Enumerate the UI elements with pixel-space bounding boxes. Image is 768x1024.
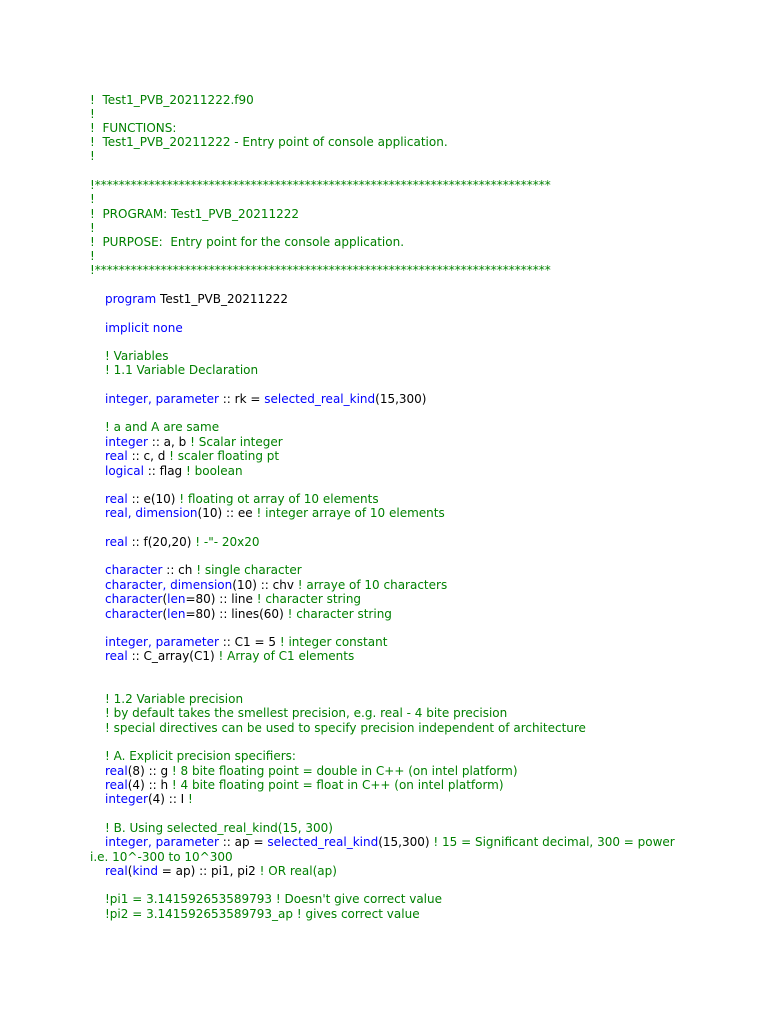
code-comment-text: !: [90, 149, 95, 163]
code-keyword-text: kind: [132, 864, 158, 878]
code-comment-text: !pi1 = 3.141592653589793 ! Doesn't give correct value: [105, 892, 442, 906]
code-plain-text: :: e(10): [127, 492, 180, 506]
code-comment-text: ! character string: [256, 592, 362, 606]
code-line: [105, 449, 279, 463]
code-line: [105, 907, 420, 921]
code-keyword-text: integer: [105, 792, 148, 806]
code-comment-text: i.e. 10^-300 to 10^300: [90, 850, 233, 864]
code-plain-text: (10) :: ee: [197, 506, 257, 520]
code-comment-text: ! -"- 20x20: [195, 535, 260, 549]
code-line: [90, 178, 551, 192]
code-line: [105, 764, 518, 778]
code-plain-text: (: [127, 864, 133, 878]
code-comment-text: ! FUNCTIONS:: [90, 121, 177, 135]
code-comment-text: ! a and A are same: [105, 420, 220, 434]
code-line: [90, 850, 233, 864]
code-keyword-text: character: [105, 607, 163, 621]
code-plain-text: (4) :: h: [127, 778, 172, 792]
code-comment-text: ! Array of C1 elements: [218, 649, 355, 663]
code-line: [105, 706, 507, 720]
code-keyword-text: integer, parameter: [105, 392, 219, 406]
code-comment-text: ! 4 bite floating point = float in C++ (on intel platform): [171, 778, 504, 792]
code-keyword-text: real: [105, 778, 128, 792]
code-comment-text: !: [188, 792, 193, 806]
code-comment-text: ! single character: [196, 563, 302, 577]
code-line: [105, 592, 361, 606]
code-line: [90, 121, 176, 135]
code-line: [105, 749, 296, 763]
code-line: [105, 506, 445, 520]
code-keyword-text: selected_real_kind: [267, 835, 379, 849]
code-plain-text: =80) :: line: [185, 592, 257, 606]
code-comment-text: ! 8 bite floating point = double in C++ (on intel platform): [171, 764, 518, 778]
code-comment-text: ! B. Using selected_real_kind(15, 300): [105, 821, 333, 835]
code-plain-text: (: [162, 607, 168, 621]
code-comment-text: ! integer arraye of 10 elements: [256, 506, 445, 520]
code-line: [90, 107, 95, 121]
code-comment-text: ! Test1_PVB_20211222.f90: [90, 93, 254, 107]
code-line: [105, 535, 260, 549]
code-plain-text: =80) :: lines(60): [185, 607, 288, 621]
code-keyword-text: len: [167, 607, 186, 621]
code-plain-text: :: a, b: [147, 435, 191, 449]
code-plain-text: :: f(20,20): [127, 535, 196, 549]
code-comment-text: !****************************************************************************: [90, 263, 551, 277]
code-comment-text: !****************************************************************************: [90, 178, 551, 192]
code-line: [105, 349, 168, 363]
code-comment-text: ! special directives can be used to specify precision independent of architecture: [105, 721, 586, 735]
code-line: [105, 892, 442, 906]
code-plain-text: (15,300): [378, 835, 434, 849]
code-line: [90, 93, 254, 107]
code-plain-text: Test1_PVB_20211222: [156, 292, 289, 306]
code-comment-text: ! 15 = Significant decimal, 300 = power: [433, 835, 675, 849]
code-plain-text: :: ap =: [218, 835, 268, 849]
code-comment-text: ! boolean: [185, 464, 243, 478]
code-comment-text: ! integer constant: [279, 635, 388, 649]
code-line: [105, 635, 387, 649]
code-line: [105, 464, 243, 478]
code-keyword-text: character, dimension: [105, 578, 233, 592]
code-keyword-text: integer, parameter: [105, 835, 219, 849]
code-line: [105, 649, 354, 663]
code-plain-text: (4) :: I: [147, 792, 189, 806]
code-line: [105, 864, 337, 878]
code-line: [105, 292, 288, 306]
code-line: [90, 192, 95, 206]
code-keyword-text: integer: [105, 435, 148, 449]
code-keyword-text: real, dimension: [105, 506, 198, 520]
code-comment-text: ! character string: [287, 607, 392, 621]
code-keyword-text: character: [105, 592, 163, 606]
code-line: [105, 835, 675, 849]
code-plain-text: :: flag: [143, 464, 186, 478]
code-keyword-text: selected_real_kind: [264, 392, 376, 406]
code-comment-text: ! Variables: [105, 349, 169, 363]
code-line: [105, 392, 427, 406]
code-comment-text: ! Scalar integer: [190, 435, 283, 449]
code-line: [90, 135, 448, 149]
code-line: [105, 363, 258, 377]
code-comment-text: ! 1.1 Variable Declaration: [105, 363, 259, 377]
code-keyword-text: real: [105, 864, 128, 878]
code-plain-text: = ap) :: pi1, pi2: [157, 864, 260, 878]
code-keyword-text: program: [105, 292, 157, 306]
code-plain-text: :: rk =: [218, 392, 265, 406]
code-keyword-text: real: [105, 449, 128, 463]
code-line: [105, 792, 193, 806]
code-comment-text: ! OR real(ap): [259, 864, 337, 878]
code-plain-text: :: ch: [162, 563, 197, 577]
code-comment-text: ! A. Explicit precision specifiers:: [105, 749, 296, 763]
code-comment-text: ! floating ot array of 10 elements: [179, 492, 379, 506]
code-line: [105, 721, 586, 735]
code-plain-text: (8) :: g: [127, 764, 172, 778]
code-comment-text: ! PURPOSE: Entry point for the console application.: [90, 235, 405, 249]
code-keyword-text: real: [105, 649, 128, 663]
code-comment-text: ! scaler floating pt: [169, 449, 280, 463]
code-line: [105, 778, 504, 792]
code-plain-text: :: C1 = 5: [218, 635, 280, 649]
code-keyword-text: logical: [105, 464, 144, 478]
code-comment-text: !pi2 = 3.141592653589793_ap ! gives correct value: [105, 907, 420, 921]
code-line: [105, 821, 333, 835]
code-plain-text: :: C_array(C1): [127, 649, 219, 663]
code-comment-text: ! by default takes the smellest precision, e.g. real - 4 bite precision: [105, 706, 508, 720]
code-line: [105, 692, 243, 706]
code-keyword-text: real: [105, 764, 128, 778]
code-line: [105, 321, 183, 335]
code-comment-text: !: [90, 221, 95, 235]
code-comment-text: !: [90, 192, 95, 206]
code-line: [105, 420, 219, 434]
code-comment-text: ! PROGRAM: Test1_PVB_20211222: [90, 207, 300, 221]
code-keyword-text: real: [105, 492, 128, 506]
code-line: [90, 235, 404, 249]
code-keyword-text: implicit none: [105, 321, 183, 335]
code-line: [105, 563, 302, 577]
code-plain-text: (: [162, 592, 168, 606]
code-plain-text: :: c, d: [127, 449, 170, 463]
code-line: [90, 207, 299, 221]
code-comment-text: ! Test1_PVB_20211222 - Entry point of console application.: [90, 135, 448, 149]
code-keyword-text: len: [167, 592, 186, 606]
code-keyword-text: integer, parameter: [105, 635, 219, 649]
code-line: [90, 149, 95, 163]
code-keyword-text: real: [105, 535, 128, 549]
code-line: [105, 607, 392, 621]
code-comment-text: ! 1.2 Variable precision: [105, 692, 244, 706]
code-plain-text: (10) :: chv: [232, 578, 298, 592]
code-line: [105, 578, 447, 592]
code-line: [90, 221, 95, 235]
code-line: [90, 263, 551, 277]
code-keyword-text: character: [105, 563, 163, 577]
code-plain-text: (15,300): [375, 392, 427, 406]
code-line: [105, 492, 379, 506]
code-comment-text: !: [90, 107, 95, 121]
code-comment-text: !: [90, 249, 95, 263]
code-line: [105, 435, 283, 449]
code-line: [90, 249, 95, 263]
code-comment-text: ! arraye of 10 characters: [297, 578, 448, 592]
